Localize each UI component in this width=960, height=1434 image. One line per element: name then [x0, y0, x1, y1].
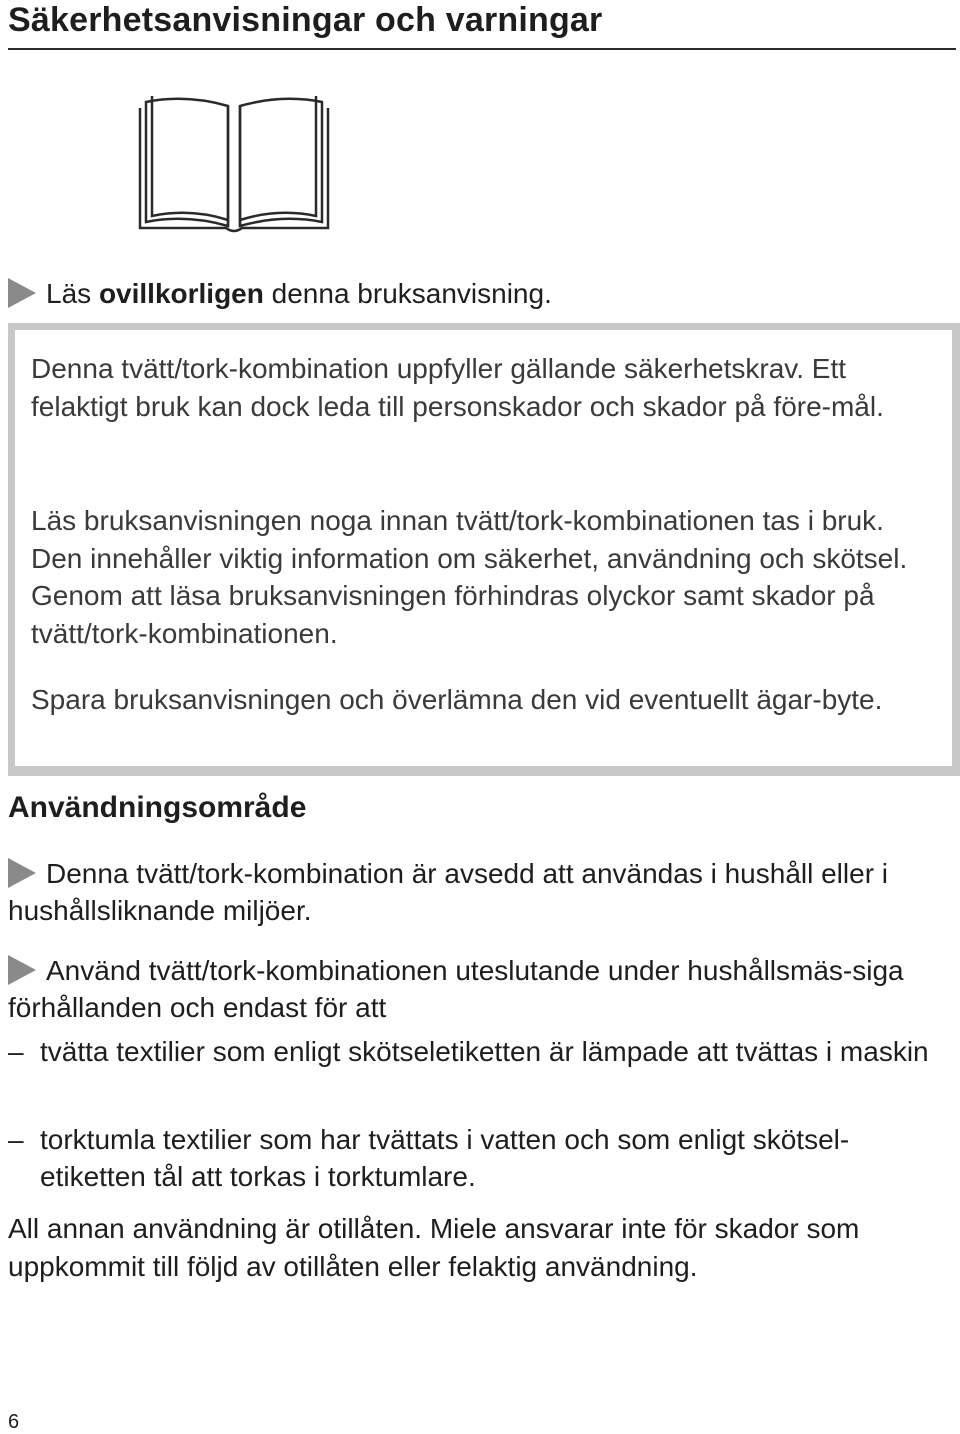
dash-item-text: torktumla textilier som har tvättats i vatten och som enligt skötsel-etiketten tål att torkas i torktumlare.	[40, 1124, 850, 1192]
page-number: 6	[8, 1411, 20, 1433]
usage-bullet-2-text: Använd tvätt/tork-kombinationen uteslutande under hushållsmäs-siga förhållanden och endast för att	[8, 955, 904, 1023]
warning-paragraph-2: Läs bruksanvisningen noga innan tvätt/tork-kombinationen tas i bruk. Den innehåller viktig information om säkerhet, användning och skötsel. Genom att läsa bruksanvisningen förhindras olyckor samt skador på tvätt/tork-kombinationen.	[31, 505, 908, 649]
triangle-arrow-icon	[8, 858, 36, 888]
intro-instruction	[8, 275, 928, 312]
title-divider	[8, 48, 956, 50]
open-book-icon	[136, 88, 332, 236]
intro-bold: ovillkorligen	[98, 278, 264, 309]
warning-paragraph-3: Spara bruksanvisningen och överlämna den vid eventuellt ägar-byte.	[31, 684, 883, 715]
closing-paragraph: All annan användning är otillåten. Miele ansvarar inte för skador som uppkommit till följd av otillåten eller felaktig användning.	[8, 1213, 860, 1282]
warning-box	[8, 323, 960, 776]
dash-bullet: –	[8, 1036, 24, 1067]
triangle-arrow-icon	[8, 955, 36, 985]
usage-bullet-2	[8, 952, 928, 1026]
intro-post: denna bruksanvisning.	[263, 278, 552, 309]
page-title: Säkerhetsanvisningar och varningar	[8, 1, 603, 39]
dash-bullet: –	[8, 1124, 24, 1155]
dash-item-text: tvätta textilier som enligt skötseletiketten är lämpade att tvättas i maskin	[40, 1036, 929, 1067]
section-heading: Användningsområde	[8, 791, 307, 824]
warning-paragraph-1: Denna tvätt/tork-kombination uppfyller gällande säkerhetskrav. Ett felaktigt bruk kan dock leda till personskador och skador på före-mål.	[31, 353, 884, 422]
intro-pre: Läs	[46, 278, 99, 309]
usage-bullet-1-text: Denna tvätt/tork-kombination är avsedd att användas i hushåll eller i hushållsliknande miljöer.	[8, 858, 889, 926]
usage-bullet-1	[8, 855, 928, 929]
triangle-arrow-icon	[8, 278, 36, 308]
